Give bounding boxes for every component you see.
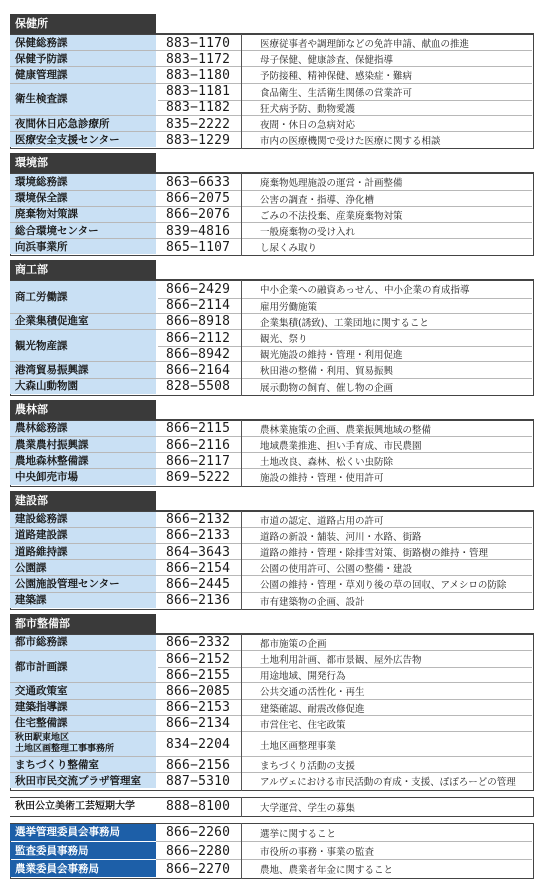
office-description: 企業集積(誘致)、工業団地に関すること [260,317,429,329]
office-name: 建築指導課 [10,700,156,715]
office-description: 中小企業への融資あっせん、中小企業の育成指導 [260,285,470,297]
section-header: 建設部 [10,491,156,511]
office-name: 観光物産課 [10,330,156,361]
office-name: 夜間休日応急診療所 [10,116,156,131]
phone-number: 866−2429 [166,281,231,297]
phone-number: 883−1172 [166,51,231,67]
office-name: 農林総務課 [10,421,156,436]
office-description: 農地、農業者年金に関すること [260,865,394,877]
office-name: 建設総務課 [10,512,156,527]
office-name: 公園課 [10,560,156,575]
phone-number: 866−2076 [166,207,231,223]
phone-number: 866−2132 [166,512,231,528]
office-name: 監査委員事務局 [10,842,156,859]
column-divider [241,420,242,487]
office-name: 選挙管理委員会事務局 [10,824,156,841]
office-description: 展示動物の飼育、催し物の企画 [260,382,394,394]
phone-number: 866−2156 [166,757,231,773]
phone-number: 866−2332 [166,635,231,651]
phone-number: 866−2154 [166,560,231,576]
phone-number: 866−2164 [166,362,231,378]
office-name: 環境保全課 [10,191,156,206]
phone-number: 866−2136 [166,593,231,609]
office-name: まちづくり整備室 [10,757,156,772]
phone-number: 888−8100 [166,799,231,815]
office-description: 一般廃棄物の受け入れ [260,227,356,239]
office-name: 大森山動物園 [10,379,156,394]
office-name: 向浜事業所 [10,239,156,254]
office-description: 施設の維持・管理・使用許可 [260,473,384,485]
phone-number: 828−5508 [166,379,231,395]
office-description: 土地改良、森林、松くい虫防除 [260,457,394,469]
office-name: 総合環境センター [10,223,156,238]
section-header: 都市整備部 [10,614,156,634]
office-description: 観光施設の維持・管理・利用促進 [260,350,403,362]
office-description: まちづくり活動の支援 [260,761,355,773]
office-name: 企業集積促進室 [10,314,156,329]
row-divider [158,667,532,668]
phone-number: 883−1181 [166,84,231,100]
phone-number: 866−2075 [166,191,231,207]
office-name: 農業農村振興課 [10,437,156,452]
phone-number: 883−1182 [166,100,231,116]
office-name: 道路建設課 [10,528,156,543]
phone-number: 866−2270 [166,861,231,877]
office-description: 地域農業推進、担い手育成、市民農園 [260,441,422,453]
office-description: 都市施策の企画 [260,638,327,650]
phone-number: 883−1170 [166,35,231,51]
office-description: 狂犬病予防、動物愛護 [260,103,356,115]
phone-number: 864−3643 [166,544,231,560]
office-name: 都市総務課 [10,635,156,650]
office-description: 秋田港の整備・利用、貿易振興 [260,366,394,378]
section-header: 農林部 [10,400,156,420]
office-description: 農林業施策の企画、農業振興地域の整備 [260,424,432,436]
phone-number: 865−1107 [166,239,231,255]
office-name: 港湾貿易振興課 [10,362,156,377]
phone-number: 866−2134 [166,716,231,732]
office-description: し尿くみ取り [260,243,318,255]
office-description: 雇用労働施策 [260,301,318,313]
phone-number: 866−2115 [166,421,231,437]
phone-number: 835−2222 [166,116,231,132]
office-name: 交通政策室 [10,683,156,698]
phone-number: 869−5222 [166,469,231,485]
office-description: 市役所の事務・事業の監査 [260,847,375,858]
office-description: 選挙に関すること [260,828,337,840]
office-description: 母子保健、健康診査、保健指導 [260,55,394,67]
phone-number: 866−2114 [166,298,231,314]
office-description: 公園の使用許可、公園の整備・建設 [260,564,413,576]
office-name: 都市計画課 [10,651,156,682]
office-description: 市内の医療機関で受けた医療に関する相談 [260,136,441,148]
phone-number: 883−1229 [166,132,231,148]
office-description: 市道の認定、道路占用の許可 [260,515,384,527]
phone-number: 866−2085 [166,683,231,699]
office-description: 用途地域、開発行為 [260,671,346,683]
office-name: 健康管理課 [10,67,156,82]
office-description: 公害の調査・指導、浄化槽 [260,194,375,206]
column-divider [241,634,242,791]
office-description: 市営住宅、住宅政策 [260,719,346,731]
office-name: 建築課 [10,593,156,608]
row-divider [158,346,532,347]
office-name: 衛生検査課 [10,84,156,115]
office-name: 公園施設管理センター [10,576,156,591]
office-description: 道路の維持・管理・除排雪対策、街路樹の維持・管理 [260,548,489,560]
phone-number: 866−2280 [166,843,231,859]
office-description: 市有建築物の企画、設計 [260,596,365,608]
section-header: 商工部 [10,260,156,280]
column-divider [241,173,242,256]
office-description: 大学運営、学生の募集 [260,802,356,814]
phone-number: 866−2133 [166,528,231,544]
section-header: 環境部 [10,153,156,173]
office-description: 医療従事者や調理師などの免許申請、献血の推進 [260,39,470,51]
office-name: 保健予防課 [10,51,156,66]
phone-number: 866−2112 [166,330,231,346]
office-name: 保健総務課 [10,35,156,50]
office-description: 公園の維持・管理・草刈り後の草の回収、アメシロの防除 [260,580,507,592]
office-description: アルヴェにおける市民活動の育成・支援、ぽぽろーどの管理 [260,777,516,789]
office-name: 商工労働課 [10,281,156,312]
office-name: 秋田駅東地区 土地区画整理工事事務所 [10,732,156,756]
office-name: 中央卸売市場 [10,469,156,484]
row-divider [158,100,532,101]
phone-number: 866−2445 [166,576,231,592]
section-header: 保健所 [10,14,156,34]
office-name: 秋田市民交流プラザ管理室 [10,773,156,788]
phone-number: 883−1180 [166,67,231,83]
office-description: 土地利用計画、都市景観、屋外広告物 [260,655,422,667]
office-description: 建築確認、耐震改修促進 [260,703,365,715]
office-description: 廃棄物処理施設の運営・計画整備 [260,178,403,190]
office-name: 環境総務課 [10,174,156,189]
phone-number: 866−2155 [166,667,231,683]
column-divider [241,280,242,395]
office-name: 農地森林整備課 [10,453,156,468]
office-description: 公共交通の活性化・再生 [260,687,365,699]
office-name: 秋田公立美術工芸短期大学 [10,798,156,816]
office-description: 食品衛生、生活衛生関係の営業許可 [260,87,413,99]
office-description: ごみの不法投棄、産業廃棄物対策 [260,210,403,222]
office-name: 医療安全支援センター [10,132,156,147]
phone-number: 866−2260 [166,825,231,841]
row-divider [158,298,532,299]
phone-number: 839−4816 [166,223,231,239]
phone-number: 866−8942 [166,346,231,362]
phone-number: 863−6633 [166,174,231,190]
column-divider [241,511,242,610]
phone-number: 887−5310 [166,773,231,789]
office-name: 道路維持課 [10,544,156,559]
office-description: 観光、祭り [260,334,308,346]
office-name: 住宅整備課 [10,716,156,731]
phone-number: 834−2204 [166,737,231,753]
phone-number: 866−2116 [166,437,231,453]
office-description: 道路の新設・舗装、河川・水路、街路 [260,531,422,543]
office-description: 土地区画整理事業 [260,740,337,752]
office-description: 予防接種、精神保健、感染症・難病 [260,71,413,83]
phone-number: 866−2153 [166,700,231,716]
column-divider [241,823,242,879]
phone-number: 866−8918 [166,314,231,330]
phone-number: 866−2117 [166,453,231,469]
phone-number: 866−2152 [166,651,231,667]
office-description: 夜間・休日の急病対応 [260,120,356,132]
column-divider [241,797,242,817]
office-name: 廃棄物対策課 [10,207,156,222]
office-name: 農業委員会事務局 [10,860,156,877]
column-divider [241,34,242,149]
